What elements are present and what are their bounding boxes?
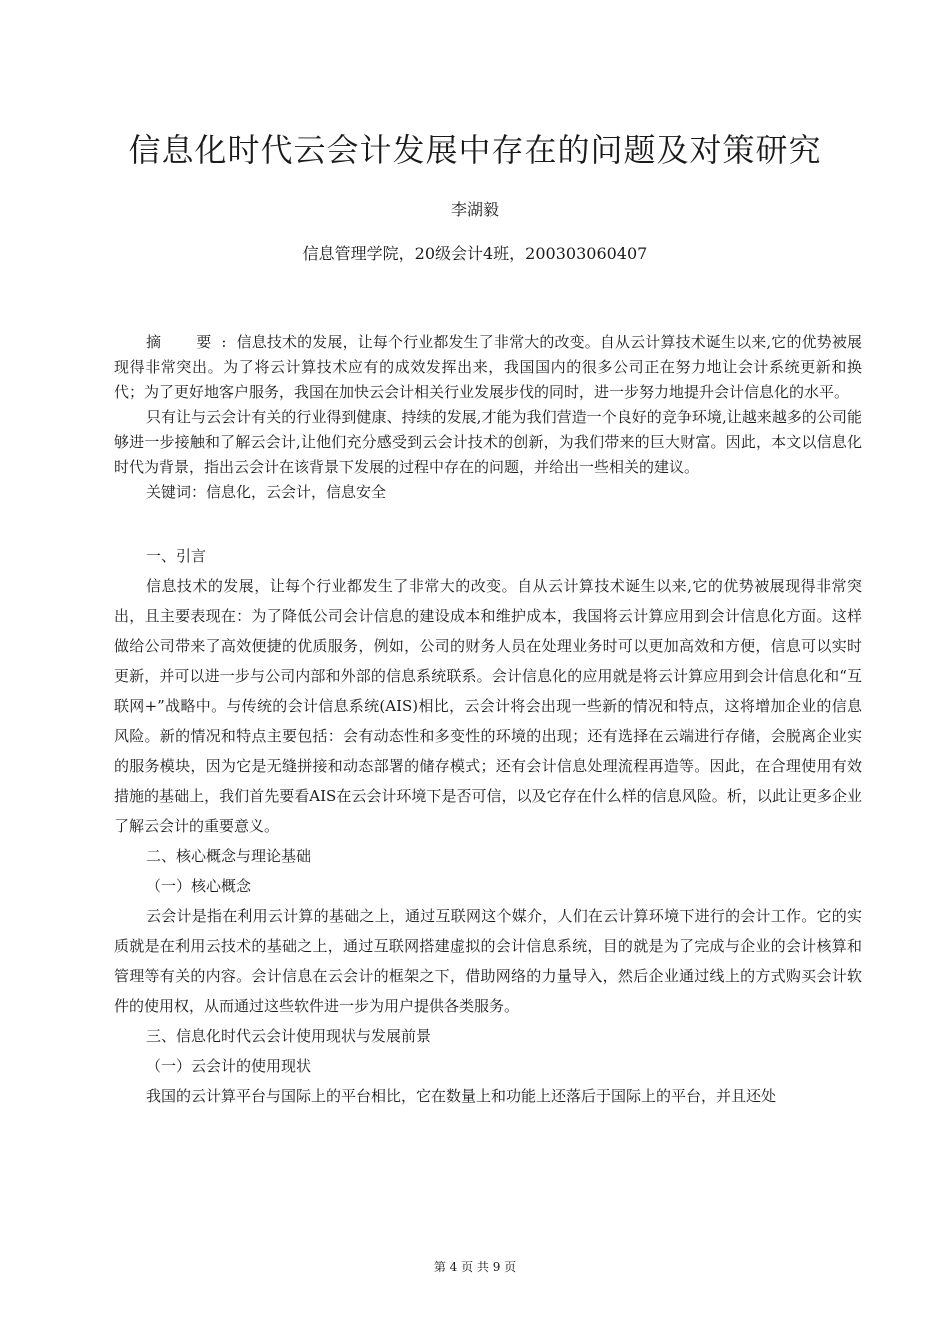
subsection-heading: （一）云会计的使用现状 — [146, 1057, 312, 1075]
author-affiliation: 信息管理学院，20级会计4班，200303060407 — [302, 244, 648, 263]
section-heading-introduction: 一、引言 — [146, 547, 207, 565]
abstract-paragraph — [114, 330, 862, 405]
section-heading-core-concepts: 二、核心概念与理论基础 — [146, 847, 312, 865]
paper-body — [114, 330, 862, 1111]
abstract-text-1: 信息技术的发展，让每个行业都发生了非常大的改变。自从云计算技术诞生以来,它的优势被展现得非常突出。为了将云计算技术应有的成效发挥出来，我国国内的很多公司正在努力地让会计系统更新和换代；为了更好地客户服务，我国在加快云会计相关行业发展步伐的同时，进一步努力地提升会计信息化的水平。 — [114, 333, 862, 401]
abstract-label: 摘 要: — [146, 333, 237, 351]
body-paragraph: 我国的云计算平台与国际上的平台相比，它在数量上和功能上还落后于国际上的平台，并且还处 — [146, 1087, 777, 1105]
author-name: 李湖毅 — [450, 200, 499, 219]
abstract-section — [114, 330, 862, 505]
keywords: 关键词：信息化，云会计，信息安全 — [146, 483, 387, 501]
body-paragraph: 云会计是指在利用云计算的基础之上，通过互联网这个媒介，人们在云计算环境下进行的会计工作。它的实质就是在利用云技术的基础之上，通过互联网搭建虚拟的会计信息系统，目的就是为了完成与企业的会计核算和管理等有关的内容。会计信息在云会计的框架之下，借助网络的力量导入，然后企业通过线上的方式购买会计软件的使用权，从而通过这些软件进一步为用户提供各类服务。 — [114, 907, 862, 1015]
subsection-heading: （一）核心概念 — [146, 877, 252, 895]
page-number-footer: 第 4 页 共 9 页 — [433, 1260, 517, 1274]
abstract-paragraph: 只有让与云会计有关的行业得到健康、持续的发展,才能为我们营造一个良好的竞争环境,让越来越多的公司能够进一步接触和了解云会计,让他们充分感受到云会计技术的创新，为我们带来的巨大财富。因此，本文以信息化时代为背景，指出云会计在该背景下发展的过程中存在的问题，并给出一些相关的建议。 — [114, 408, 862, 476]
section-heading-status: 三、信息化时代云会计使用现状与发展前景 — [146, 1027, 432, 1045]
body-paragraph: 信息技术的发展，让每个行业都发生了非常大的改变。自从云计算技术诞生以来,它的优势被展现得非常突出，且主要表现在：为了降低公司会计信息的建设成本和维护成本，我国将云计算应用到会计信息化方面。这样做给公司带来了高效便捷的优质服务，例如，公司的财务人员在处理业务时可以更加高效和方便，信息可以实时更新，并可以进一步与公司内部和外部的信息系统联系。会计信息化的应用就是将云计算应用到会计信息化和“互联网+”战略中。与传统的会计信息系统(AIS)相比，云会计将会出现一些新的情况和特点，这将增加企业的信息风险。新的情况和特点主要包括：会有动态性和多变性的环境的出现；还有选择在云端进行存储，会脱离企业实的服务模块，因为它是无缝拼接和动态部署的储存模式；还有会计信息处理流程再造等。因此，在合理使用有效措施的基础上，我们首先要看AIS在云会计环境下是否可信，以及它存在什么样的信息风险。析，以此让更多企业了解云会计的重要意义。 — [114, 577, 862, 835]
paper-title: 信息化时代云会计发展中存在的问题及对策研究 — [128, 131, 822, 169]
main-content — [114, 541, 862, 1111]
